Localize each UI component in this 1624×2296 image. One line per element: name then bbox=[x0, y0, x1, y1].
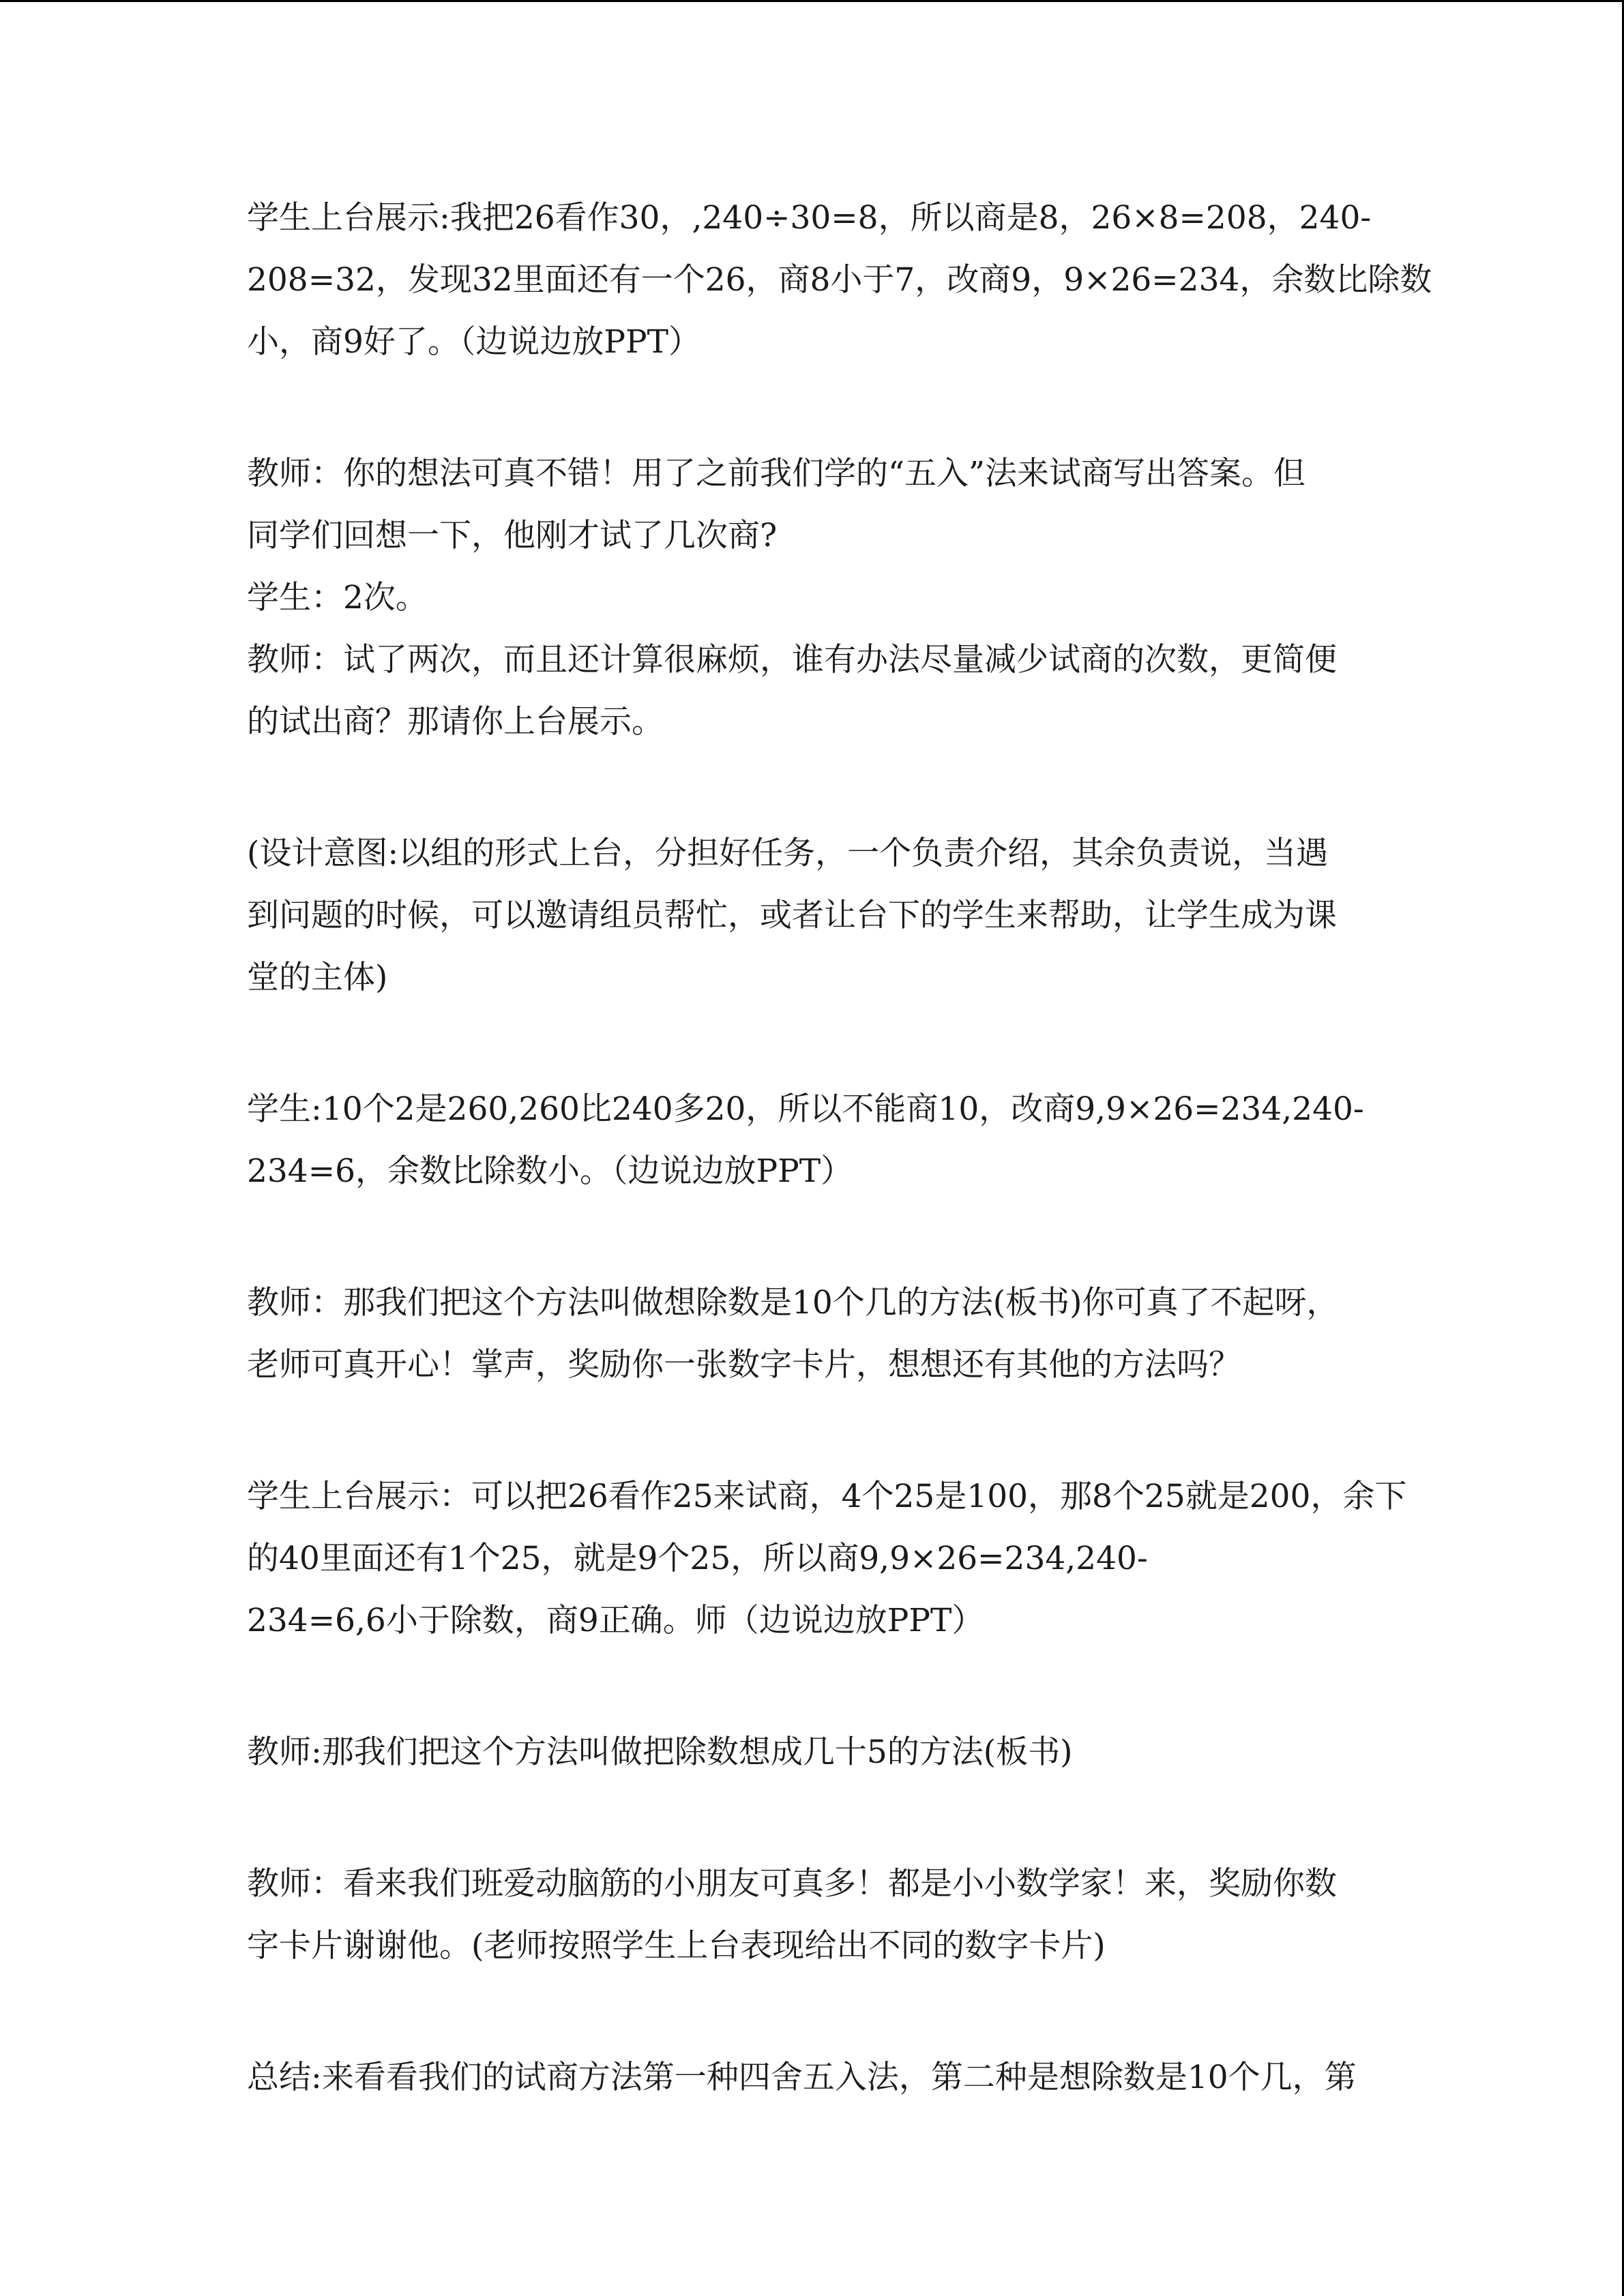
text-line: 教师：你的想法可真不错！用了之前我们学的“五入”法来试商写出答案。但 bbox=[247, 455, 1306, 492]
text-line: 教师：试了两次，而且还计算很麻烦，谁有办法尽量减少试商的次数，更简便 bbox=[247, 641, 1337, 679]
page-top-border bbox=[0, 0, 1624, 2]
text-line: 208=32，发现32里面还有一个26，商8小于7，改商9，9×26=234，余数比除数 bbox=[247, 261, 1432, 299]
text-line: 字卡片谢谢他。(老师按照学生上台表现给出不同的数字卡片) bbox=[247, 1927, 1106, 1965]
text-line: 老师可真开心！掌声，奖励你一张数字卡片，想想还有其他的方法吗？ bbox=[247, 1346, 1241, 1384]
text-line: 学生上台展示：可以把26看作25来试商，4个25是100，那8个25就是200，余下 bbox=[247, 1478, 1407, 1515]
text-line: 学生上台展示:我把26看作30，,240÷30=8，所以商是8，26×8=208，240- bbox=[247, 199, 1372, 237]
text-line: 学生:10个2是260,260比240多20，所以不能商10，改商9,9×26=234,240- bbox=[247, 1090, 1364, 1128]
text-line: 堂的主体) bbox=[247, 959, 388, 996]
text-line: 234=6，余数比除数小。（边说边放PPT） bbox=[247, 1152, 853, 1190]
text-line: 同学们回想一下，他刚才试了几次商? bbox=[247, 517, 778, 554]
text-line: 到问题的时候，可以邀请组员帮忙，或者让台下的学生来帮助，让学生成为课 bbox=[247, 897, 1337, 934]
text-line: (设计意图:以组的形式上台，分担好任务，一个负责介绍，其余负责说，当遇 bbox=[247, 835, 1329, 872]
text-line: 234=6,6小于除数，商9正确。师（边说边放PPT） bbox=[247, 1602, 984, 1639]
text-line: 总结:来看看我们的试商方法第一种四舍五入法，第二种是想除数是10个几，第 bbox=[247, 2059, 1357, 2096]
text-line: 的试出商？那请你上台展示。 bbox=[247, 703, 664, 741]
text-line: 教师:那我们把这个方法叫做把除数想成几十5的方法(板书) bbox=[247, 1733, 1073, 1771]
text-line: 教师：那我们把这个方法叫做想除数是10个几的方法(板书)你可真了不起呀， bbox=[247, 1284, 1339, 1322]
text-line: 学生：2次。 bbox=[247, 579, 428, 616]
text-line: 的40里面还有1个25，就是9个25，所以商9,9×26=234,240- bbox=[247, 1540, 1148, 1577]
text-line: 教师：看来我们班爱动脑筋的小朋友可真多！都是小小数学家！来，奖励你数 bbox=[247, 1865, 1337, 1903]
text-line: 小，商9好了。（边说边放PPT） bbox=[247, 323, 700, 361]
